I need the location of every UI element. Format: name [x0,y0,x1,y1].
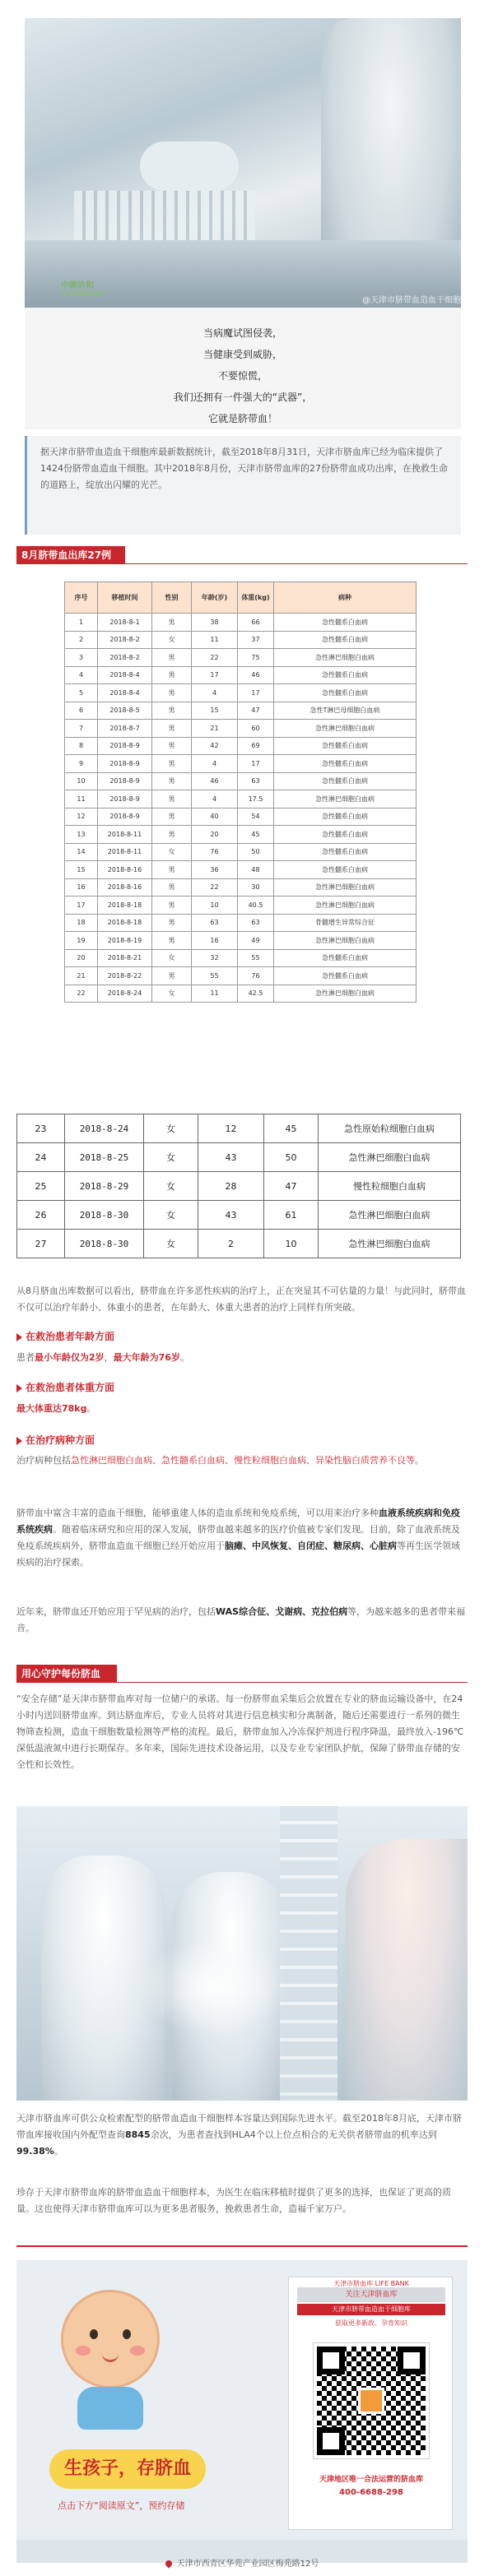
p2-part: 。随着临床研究和应用的深入发展，脐带血越来越多的医疗价值被专家们发现。目前，除了血液系统及免疫系统疾病外，脐带血造血干细胞已经开始应用于 [16,1524,460,1551]
table-cell: 2018-8-9 [98,772,152,790]
table-cell: 66 [238,614,274,632]
table-cell: 男 [152,932,192,950]
p-part: 余次，为患者查找到HLA4个以上位点相合的无关供者脐带血的机率达到 [150,2129,437,2140]
card-legal-name: 天津地区唯一合法运营的脐血库 [319,2476,423,2484]
table-cell: 急性髓系白血病 [274,861,417,879]
section-divider [16,563,468,564]
table-row [65,967,417,985]
lab-storage-photo [16,1806,468,2101]
table-cell: 女 [152,949,192,967]
location-pin-icon [164,2559,173,2568]
weight-value: 78kg [62,1403,87,1414]
card-tagline: 获取更多新政、孕育知识 [335,2319,407,2327]
test-tubes [74,191,255,240]
table-cell: 60 [238,720,274,738]
table-cell: 13 [65,826,98,844]
qr-finder [398,2347,426,2374]
table-cell: 69 [238,737,274,755]
baby-cheek [76,2346,91,2356]
table-cell: 7 [65,720,98,738]
table-cell: 10 [192,897,238,915]
technician-figure [346,1839,468,2101]
table-cell: 48 [238,861,274,879]
table-cell: 急性淋巴细胞白血病 [274,878,417,897]
table-cell: 女 [144,1230,198,1258]
release-table-large [16,1114,461,1258]
table-cell: 45 [264,1114,319,1143]
table-row [65,826,417,844]
table-cell: 19 [65,932,98,950]
analysis-paragraph: 从8月脐血出库数据可以看出，脐带血在许多恶性疾病的治疗上，正在突显其不可估量的力量！与此同时，脐带血不仅可以治疗年龄小、体重小的患者，在年龄大、体重大患者的治疗上同样有所突破。 [16,1286,466,1313]
table-cell: 急性淋巴细胞白血病 [274,790,417,808]
table-cell: 2018-8-7 [98,720,152,738]
section-title-release: 8月脐带血出库27例 [16,546,125,564]
table-cell: 急性髓系白血病 [274,684,417,702]
table-row [17,1201,461,1230]
nitrogen-mist [140,1938,288,2036]
age-subtitle-text: 在救治患者年龄方面 [26,1331,115,1342]
table-cell: 1 [65,614,98,632]
p-highlight: 99.38% [16,2146,54,2157]
table-cell: 22 [192,878,238,897]
table-row [65,790,417,808]
table-cell: 2018-8-11 [98,843,152,861]
hero-watermark: @天津市脐带血造血干细胞 [362,296,461,305]
p2-highlight: 血液系统疾病和免疫系统疾病 [16,1508,460,1535]
table-cell: 20 [192,826,238,844]
arrow-icon [16,1333,22,1341]
table-cell: 40.5 [238,897,274,915]
table-cell: 2018-8-9 [98,790,152,808]
baby-illustration [44,2290,176,2430]
table-cell: 急性髓系白血病 [274,843,417,861]
promo-banner [16,2260,468,2563]
table-cell: 男 [152,967,192,985]
qr-card [288,2277,453,2530]
matching-paragraph [16,2110,468,2160]
table-cell: 2018-8-25 [65,1143,144,1172]
table-cell: 49 [238,932,274,950]
age-prefix: 患者 [16,1352,35,1363]
table-cell: 32 [192,949,238,967]
table-cell: 4 [192,790,238,808]
disease-subtitle-text: 在治疗病种方面 [26,1434,95,1446]
table-cell: 急性淋巴细胞白血病 [274,720,417,738]
cord-blood-paragraph [16,1505,468,1571]
table-cell: 急性髓系白血病 [274,666,417,684]
table-cell: 2018-8-24 [98,985,152,1003]
table-cell: 男 [152,755,192,773]
promo-slogan: 生孩子，存脐血 [49,2449,206,2489]
table-cell: 2018-8-2 [98,649,152,667]
table-cell: 17 [65,897,98,915]
baby-body [77,2387,143,2430]
table-row [65,649,417,667]
p2-part: 等再生医学领域疾病的治疗探索。 [16,1541,460,1568]
vcanbio-logo [61,278,105,299]
table-cell: 76 [192,843,238,861]
table-cell: 16 [65,878,98,897]
table-row [65,684,417,702]
table-row [65,755,417,773]
baby-cheek [130,2346,145,2356]
weight-subtitle [16,1380,114,1394]
baby-eye [123,2329,131,2339]
section-divider [16,1682,468,1683]
table-cell: 急性髓系白血病 [274,949,417,967]
age-sep: ， [104,1352,114,1363]
table-cell: 男 [152,914,192,932]
table-header-row [65,582,417,614]
table-row [65,897,417,915]
table-cell: 男 [152,702,192,720]
table-cell: 43 [198,1201,264,1230]
table-cell: 27 [17,1230,65,1258]
table-row [17,1230,461,1258]
table-cell: 男 [152,790,192,808]
table-cell: 14 [65,843,98,861]
table-cell: 54 [238,808,274,826]
table-cell: 4 [65,666,98,684]
table-cell: 55 [238,949,274,967]
table-cell: 2018-8-18 [98,897,152,915]
table-cell: 急性髓系白血病 [274,772,417,790]
p2-highlight: 脑瘫、中风恢复、自闭症、糖尿病、心脏病 [225,1541,397,1551]
table-cell: 23 [17,1114,65,1143]
table-row [65,878,417,897]
poem-line: 当健康受到威胁， [202,349,282,360]
poem-line: 它就是脐带血！ [207,413,277,424]
table-cell: 急性淋巴细胞白血病 [319,1143,461,1172]
p3-part: 等，为越来越多的患者带来福音。 [16,1606,466,1633]
col-header: 序号 [65,582,98,614]
table-cell: 11 [192,985,238,1003]
table-cell: 2018-8-2 [98,631,152,649]
card-bank-name: 天津市脐带血造血干细胞库 [297,2304,445,2315]
table-cell: 2018-8-1 [98,614,152,632]
intro-quote: 据天津市脐带血造血干细胞库最新数据统计，截至2018年8月31日，天津市脐血库已经为临床提供了1424份脐带血造血干细胞。其中2018年8月份，天津市脐带血库的27份脐带血成功出库，在挽救生命的道路上，绽放出闪耀的光芒。 [25,436,461,535]
table-cell: 骨髓增生异常综合征 [274,914,417,932]
p-part: 天津市脐血库可供公众检索配型的脐带血造血干细胞样本容量达到国际先进水平。截至2018年8月底，天津市脐带血库接收国内外配型查询 [16,2113,462,2140]
p-part: 。 [54,2146,63,2157]
disease-list: 急性淋巴细胞白血病、急性髓系白血病、慢性粒细胞白血病、异染性脑白质营养不良等 [71,1455,415,1466]
table-row [65,985,417,1003]
table-cell: 47 [238,702,274,720]
table-cell: 2018-8-18 [98,914,152,932]
hero-lab-photo [25,18,461,308]
age-text [16,1351,189,1364]
table-row [65,914,417,932]
table-row [65,932,417,950]
age-end: 。 [179,1352,189,1363]
table-cell: 15 [65,861,98,879]
disease-prefix: 治疗病种包括 [16,1455,71,1466]
table-cell: 急性原始粒细胞白血病 [319,1114,461,1143]
table-cell: 12 [65,808,98,826]
col-header: 病种 [274,582,417,614]
table-cell: 42 [192,737,238,755]
table-cell: 4 [192,755,238,773]
storage-rack [280,1806,337,2101]
table-cell: 2018-8-9 [98,808,152,826]
weight-end: 。 [86,1403,96,1414]
table-cell: 2018-8-30 [65,1201,144,1230]
p3-highlight: WAS综合征、戈谢病、克拉伯病 [216,1606,348,1617]
arrow-icon [16,1384,22,1392]
table-cell: 24 [17,1143,65,1172]
table-row [65,631,417,649]
table-row [17,1114,461,1143]
table-cell: 61 [264,1201,319,1230]
table-cell: 2018-8-24 [65,1114,144,1143]
table-cell: 5 [65,684,98,702]
poem-line: 当病魔试图侵袭， [202,327,282,339]
table-cell: 急性髓系白血病 [274,631,417,649]
table-cell: 63 [238,914,274,932]
table-cell: 2018-8-21 [98,949,152,967]
closing-paragraph: 珍存于天津市脐带血库的脐带血造血干细胞样本，为医生在临床移植时提供了更多的选择，也保证了更高的质量。这也使得天津市脐带血库可以为更多患者服务，挽救患者生命，造福千家万户。 [16,2187,451,2214]
table-cell: 男 [152,684,192,702]
table-cell: 75 [238,649,274,667]
table-cell: 男 [152,808,192,826]
table-cell: 21 [192,720,238,738]
disease-end: 。 [415,1455,424,1466]
card-follow-ribbon: 关注天津脐血库 [297,2287,445,2302]
address-line [16,2556,468,2569]
table-cell: 18 [65,914,98,932]
table-cell: 急性髓系白血病 [274,826,417,844]
col-header: 性别 [152,582,192,614]
disease-text [16,1452,468,1469]
logo-cn-text: 中源协和 [61,281,94,290]
table-cell: 25 [17,1172,65,1201]
table-cell: 男 [152,720,192,738]
table-cell: 38 [192,614,238,632]
table-row [17,1143,461,1172]
table-cell: 男 [152,737,192,755]
table-cell: 男 [152,614,192,632]
table-cell: 女 [144,1114,198,1143]
table-cell: 男 [152,649,192,667]
table-cell: 男 [152,826,192,844]
table-row [65,808,417,826]
qr-finder [317,2347,345,2374]
arrow-icon [16,1437,22,1445]
table-cell: 12 [198,1114,264,1143]
table-cell: 急性髓系白血病 [274,737,417,755]
qr-finder [317,2427,345,2455]
weight-subtitle-text: 在救治患者体重方面 [26,1382,115,1393]
table-cell: 36 [192,861,238,879]
card-brand: 天津市脐血库 LIFE BANK [333,2280,409,2287]
baby-head [61,2290,160,2388]
table-cell: 2018-8-16 [98,878,152,897]
address-text: 天津市西青区华苑产业园区梅苑路12号 [176,2560,319,2569]
table-cell: 43 [198,1143,264,1172]
table-cell: 50 [264,1143,319,1172]
table-cell: 男 [152,666,192,684]
table-cell: 急性髓系白血病 [274,755,417,773]
table-cell: 2018-8-9 [98,737,152,755]
baby-eye [90,2329,98,2339]
table-cell: 28 [198,1172,264,1201]
table-cell: 急性淋巴细胞白血病 [319,1201,461,1230]
table-cell: 46 [192,772,238,790]
table-cell: 3 [65,649,98,667]
table-row [65,949,417,967]
age-min: 最小年龄仅为2岁 [35,1352,105,1363]
table-cell: 男 [152,772,192,790]
p3-part: 近年来，脐带血还开始应用于罕见病的治疗，包括 [16,1606,216,1617]
p-highlight: 8845 [125,2129,151,2140]
weight-label: 最大体重达 [16,1403,62,1414]
table-cell: 急性淋巴细胞白血病 [319,1230,461,1258]
weight-text [16,1402,96,1415]
table-cell: 17 [192,666,238,684]
table-cell: 急性T淋巴母细胞白血病 [274,702,417,720]
table-cell: 急性淋巴细胞白血病 [274,985,417,1003]
table-row [65,737,417,755]
table-cell: 急性淋巴细胞白血病 [274,897,417,915]
table-cell: 55 [192,967,238,985]
table-cell: 15 [192,702,238,720]
poem-box [25,308,461,429]
release-table-small [64,581,417,1003]
table-cell: 女 [152,843,192,861]
table-cell: 2018-8-29 [65,1172,144,1201]
table-cell: 4 [192,684,238,702]
age-subtitle [16,1329,114,1343]
table-cell: 22 [65,985,98,1003]
table-cell: 女 [144,1143,198,1172]
table-cell: 30 [238,878,274,897]
age-max: 最大年龄为76岁 [113,1352,180,1363]
gloved-hand [140,141,239,191]
table-cell: 50 [238,843,274,861]
guard-paragraph: “安全存储”是天津市脐带血库对每一位储户的承诺。每一份脐带血采集后会放置在专业的脐血运输设备中，在24小时内送回脐带血库。到达脐血库后，专业人员将对其进行信息核实和分离制备，随后还需要进行一系列的微生物筛查检测，造血干细胞数量检测等严格的流程。最后，脐带血加入冷冻保护剂进行程序降温，最终放入-196℃深低温液氮中进行长期保存。多年来，国际先进技术设备运用，以及专业专家团队护航，保障了脐带血存储的安全性和长效性。 [16,1693,464,1770]
col-header: 移植时间 [98,582,152,614]
qr-logo-icon [358,2388,384,2414]
table-cell: 女 [144,1172,198,1201]
table-cell: 42.5 [238,985,274,1003]
table-cell: 16 [192,932,238,950]
table-cell: 10 [264,1230,319,1258]
table-cell: 男 [152,897,192,915]
disease-subtitle [16,1433,95,1447]
table-cell: 男 [152,878,192,897]
table-cell: 9 [65,755,98,773]
table-cell: 26 [17,1201,65,1230]
table-cell: 45 [238,826,274,844]
table-cell: 63 [192,914,238,932]
table-cell: 2018-8-4 [98,666,152,684]
col-header: 年龄(岁) [192,582,238,614]
table-cell: 2 [65,631,98,649]
table-row [65,666,417,684]
table-cell: 17.5 [238,790,274,808]
logo-en-text: VCANBIO [61,290,105,299]
table-cell: 急性髓系白血病 [274,967,417,985]
table-cell: 2018-8-22 [98,967,152,985]
table-cell: 40 [192,808,238,826]
table-cell: 慢性粒细胞白血病 [319,1172,461,1201]
table-cell: 2018-8-16 [98,861,152,879]
table-cell: 47 [264,1172,319,1201]
table-row [65,720,417,738]
table-row [65,772,417,790]
table-cell: 男 [152,861,192,879]
table-cell: 2018-8-4 [98,684,152,702]
table-cell: 21 [65,967,98,985]
table-cell: 女 [152,985,192,1003]
p2-part: 脐带血中富含丰富的造血干细胞，能够重建人体的造血系统和免疫系统，可以用来治疗多种 [16,1508,379,1518]
table-cell: 8 [65,737,98,755]
table-cell: 2018-8-5 [98,702,152,720]
table-cell: 11 [65,790,98,808]
table-cell: 2018-8-9 [98,755,152,773]
table-cell: 2 [198,1230,264,1258]
table-cell: 2018-8-30 [65,1230,144,1258]
table-cell: 20 [65,949,98,967]
table-cell: 6 [65,702,98,720]
table-cell: 11 [192,631,238,649]
table-cell: 37 [238,631,274,649]
table-cell: 17 [238,755,274,773]
table-row [65,614,417,632]
table-cell: 2018-8-11 [98,826,152,844]
table-cell: 急性髓系白血病 [274,614,417,632]
table-cell: 63 [238,772,274,790]
table-row [65,861,417,879]
table-cell: 2018-8-19 [98,932,152,950]
poem-line: 我们还拥有一件强大的“武器”， [173,391,313,403]
table-cell: 22 [192,649,238,667]
table-row [17,1172,461,1201]
table-cell: 76 [238,967,274,985]
poem-line: 不要惊慌， [217,370,268,382]
table-cell: 46 [238,666,274,684]
table-row [65,843,417,861]
table-cell: 女 [152,631,192,649]
table-cell: 急性淋巴细胞白血病 [274,932,417,950]
table-cell: 女 [144,1201,198,1230]
divider-rule [16,2245,468,2247]
read-original-hint[interactable]: 点击下方“阅读原文”，预约存储 [58,2500,185,2511]
section-title-guard: 用心守护每份脐血 [16,1665,117,1683]
table-cell: 急性髓系白血病 [274,808,417,826]
rare-disease-paragraph [16,1604,468,1637]
card-phone[interactable]: 400-6688-298 [339,2488,403,2497]
col-header: 体重(kg) [238,582,274,614]
table-cell: 急性淋巴细胞白血病 [274,649,417,667]
table-cell: 10 [65,772,98,790]
table-row [65,702,417,720]
table-cell: 17 [238,684,274,702]
